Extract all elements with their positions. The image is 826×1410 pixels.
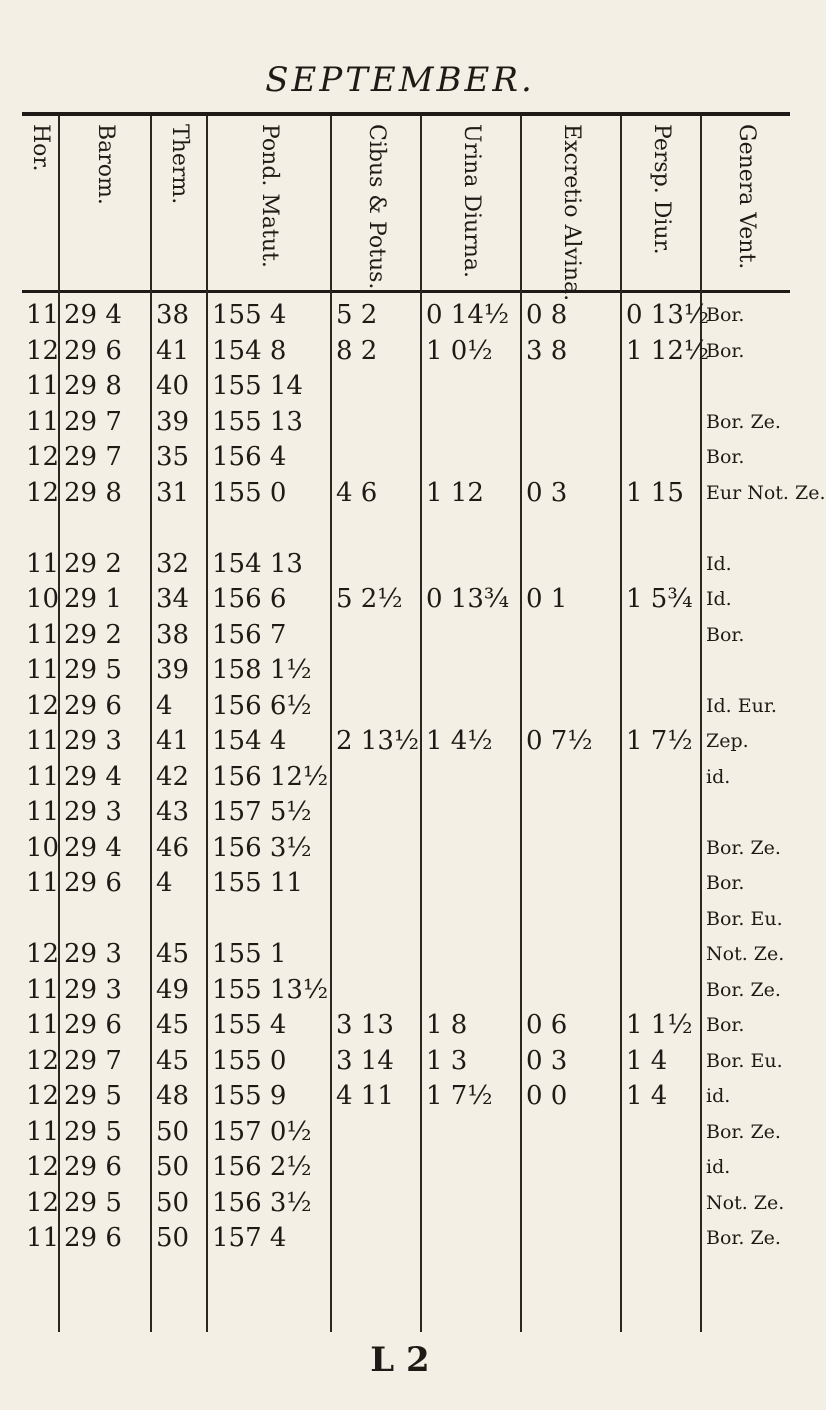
- cell-excretio: 0 1: [526, 584, 568, 614]
- cell-persp: [626, 866, 698, 900]
- cell-barom: 29 5: [64, 1187, 122, 1218]
- table-row: [22, 582, 790, 616]
- cell-excretio: 0 6: [526, 1010, 568, 1040]
- column-header-ventus: [702, 124, 790, 284]
- cell-hor: 11: [26, 761, 60, 792]
- cell-ventus: Bor. Eu.: [706, 907, 783, 930]
- cell-barom: 29 7: [64, 442, 122, 472]
- column-header-label: Hor.: [28, 124, 53, 172]
- column-header-label: Urina Diurna.: [459, 124, 484, 279]
- table-row: [22, 760, 790, 794]
- cell-ventus: Zep.: [706, 730, 749, 752]
- header-rule: [22, 290, 790, 293]
- table-row: [22, 618, 790, 652]
- cell-persp: [626, 1221, 698, 1255]
- cell-urina: 1 8: [426, 1010, 468, 1040]
- cell-therm: 43: [156, 797, 190, 827]
- cell-barom: 29 7: [64, 1045, 122, 1076]
- table-row: [22, 476, 826, 510]
- cell-barom: 29 3: [64, 939, 122, 969]
- cell-pond: 155 9: [212, 1081, 287, 1111]
- cell-therm: 46: [156, 832, 190, 863]
- cell-hor: 11: [26, 300, 60, 330]
- cell-therm: 50: [156, 1152, 190, 1182]
- cell-urina: [426, 866, 518, 900]
- cell-barom: 29 6: [64, 868, 122, 898]
- cell-urina: [426, 795, 518, 829]
- cell-cibus: [336, 1150, 418, 1184]
- cell-urina: [426, 511, 518, 545]
- cell-cibus: 4 6: [336, 477, 378, 508]
- cell-therm: 40: [156, 371, 190, 401]
- cell-hor: 12: [26, 442, 60, 472]
- cell-ventus: Id.: [706, 588, 732, 610]
- cell-persp: [626, 618, 698, 652]
- cell-pond: 157 5½: [212, 797, 312, 827]
- cell-urina: [426, 973, 518, 1007]
- table-row: [22, 937, 790, 971]
- cell-cibus: [336, 902, 418, 936]
- cell-excretio: [526, 1115, 618, 1149]
- cell-persp: 1 15: [626, 477, 684, 508]
- cell-pond: 155 4: [212, 1010, 287, 1040]
- cell-ventus: Bor.: [706, 872, 745, 894]
- cell-barom: 29 6: [64, 335, 122, 366]
- cell-urina: [426, 1186, 518, 1220]
- cell-urina: [426, 902, 518, 936]
- table-row: [22, 298, 790, 332]
- cell-therm: [156, 902, 204, 936]
- cell-therm: 45: [156, 939, 190, 969]
- cell-barom: 29 2: [64, 619, 122, 650]
- cell-persp: [626, 405, 698, 439]
- cell-cibus: [336, 795, 418, 829]
- cell-urina: [426, 618, 518, 652]
- cell-hor: 12: [26, 1045, 60, 1076]
- cell-barom: 29 4: [64, 832, 122, 863]
- cell-persp: [626, 1115, 698, 1149]
- cell-persp: [626, 902, 698, 936]
- column-header-label: Therm.: [167, 124, 192, 205]
- page-footer: L 2: [370, 1340, 430, 1380]
- cell-ventus: Bor. Ze.: [706, 410, 781, 433]
- cell-therm: 49: [156, 974, 190, 1005]
- cell-cibus: 3 14: [336, 1045, 394, 1076]
- cell-ventus: Bor. Ze.: [706, 836, 781, 859]
- cell-barom: 29 1: [64, 584, 122, 614]
- cell-therm: 39: [156, 655, 190, 685]
- cell-pond: 157 4: [212, 1223, 287, 1253]
- cell-cibus: [336, 973, 418, 1007]
- cell-excretio: [526, 689, 618, 723]
- cell-barom: 29 6: [64, 1223, 122, 1253]
- cell-ventus: Bor.: [706, 446, 745, 468]
- cell-urina: [426, 689, 518, 723]
- cell-hor: 11: [26, 1223, 60, 1253]
- cell-urina: 1 7½: [426, 1081, 493, 1111]
- column-header-cibus: [332, 124, 420, 290]
- cell-pond: 154 8: [212, 335, 287, 366]
- cell-pond: 156 2½: [212, 1152, 312, 1182]
- cell-pond: 154 13: [212, 548, 303, 579]
- cell-pond: 156 4: [212, 442, 287, 472]
- cell-hor: [26, 902, 56, 936]
- cell-hor: 11: [26, 726, 60, 756]
- cell-urina: [426, 1150, 518, 1184]
- cell-pond: 157 0½: [212, 1116, 312, 1147]
- cell-cibus: 3 13: [336, 1010, 394, 1040]
- cell-pond: 155 1: [212, 939, 287, 969]
- cell-ventus: [706, 795, 788, 829]
- cell-persp: [626, 511, 698, 545]
- table-row: [22, 547, 790, 581]
- cell-therm: 41: [156, 335, 190, 366]
- cell-cibus: 5 2½: [336, 584, 403, 614]
- cell-barom: 29 6: [64, 1152, 122, 1182]
- cell-persp: 1 4: [626, 1045, 668, 1076]
- cell-pond: 155 11: [212, 868, 303, 898]
- cell-therm: 4: [156, 868, 173, 898]
- cell-persp: 1 12½: [626, 335, 710, 366]
- cell-ventus: Bor.: [706, 1014, 745, 1036]
- cell-ventus: Bor.: [706, 339, 745, 362]
- cell-therm: 38: [156, 300, 190, 330]
- cell-therm: 50: [156, 1116, 190, 1147]
- cell-pond: 155 0: [212, 477, 287, 508]
- table-row: [22, 1115, 790, 1149]
- cell-therm: 4: [156, 690, 173, 721]
- cell-ventus: id.: [706, 1156, 731, 1178]
- cell-urina: [426, 760, 518, 794]
- cell-excretio: [526, 973, 618, 1007]
- cell-persp: [626, 831, 698, 865]
- cell-cibus: [336, 440, 418, 474]
- cell-excretio: [526, 405, 618, 439]
- cell-excretio: [526, 547, 618, 581]
- cell-cibus: [336, 405, 418, 439]
- table-row: [22, 334, 790, 368]
- column-header-label: Pond. Matut.: [257, 124, 282, 268]
- cell-pond: 154 4: [212, 726, 287, 756]
- table-row: [22, 795, 790, 829]
- table-row: [22, 511, 790, 545]
- column-header-label: Barom.: [93, 124, 118, 205]
- cell-hor: 11: [26, 974, 60, 1005]
- cell-barom: 29 2: [64, 548, 122, 579]
- cell-cibus: [336, 1115, 418, 1149]
- cell-therm: 50: [156, 1187, 190, 1218]
- cell-excretio: [526, 866, 618, 900]
- cell-urina: 0 13¾: [426, 584, 510, 614]
- cell-excretio: [526, 511, 618, 545]
- cell-excretio: [526, 937, 618, 971]
- top-rule: [22, 112, 790, 116]
- cell-urina: [426, 369, 518, 403]
- cell-ventus: Not. Ze.: [706, 1191, 785, 1214]
- cell-cibus: [336, 369, 418, 403]
- cell-urina: [426, 937, 518, 971]
- cell-cibus: [336, 937, 418, 971]
- cell-pond: 155 13½: [212, 974, 329, 1005]
- cell-barom: 29 8: [64, 477, 122, 508]
- cell-cibus: [336, 511, 418, 545]
- table-row: [22, 1079, 790, 1113]
- table-row: [22, 973, 790, 1007]
- cell-ventus: Bor. Ze.: [706, 978, 781, 1001]
- cell-excretio: 0 0: [526, 1081, 568, 1111]
- cell-hor: 11: [26, 797, 60, 827]
- cell-therm: 42: [156, 761, 190, 792]
- cell-pond: 155 13: [212, 406, 303, 437]
- column-header-urina: [422, 124, 520, 284]
- cell-cibus: [336, 653, 418, 687]
- column-header-label: Persp. Diur.: [649, 124, 674, 255]
- cell-ventus: [706, 511, 788, 545]
- cell-excretio: 3 8: [526, 335, 568, 366]
- cell-hor: 11: [26, 619, 60, 650]
- cell-barom: 29 3: [64, 797, 122, 827]
- cell-ventus: Bor.: [706, 623, 745, 646]
- cell-cibus: 2 13½: [336, 726, 420, 756]
- cell-urina: [426, 440, 518, 474]
- cell-hor: 11: [26, 655, 60, 685]
- cell-excretio: [526, 831, 618, 865]
- cell-excretio: 0 3: [526, 1045, 568, 1076]
- cell-hor: 12: [26, 477, 60, 508]
- cell-persp: [626, 547, 698, 581]
- cell-hor: 11: [26, 1010, 60, 1040]
- cell-hor: 12: [26, 939, 60, 969]
- table-row: [22, 1221, 790, 1255]
- cell-therm: 45: [156, 1010, 190, 1040]
- cell-cibus: [336, 1221, 418, 1255]
- cell-excretio: [526, 369, 618, 403]
- cell-cibus: [336, 618, 418, 652]
- cell-excretio: [526, 1186, 618, 1220]
- cell-hor: 11: [26, 868, 60, 898]
- cell-pond: 155 0: [212, 1045, 287, 1076]
- cell-ventus: Not. Ze.: [706, 943, 785, 965]
- cell-urina: 1 0½: [426, 335, 493, 366]
- cell-persp: 1 5¾: [626, 584, 693, 614]
- cell-barom: 29 7: [64, 406, 122, 437]
- table-row: [22, 653, 790, 687]
- column-header-therm: [152, 124, 206, 284]
- cell-barom: 29 5: [64, 1081, 122, 1111]
- cell-hor: 10: [26, 584, 60, 614]
- cell-therm: 50: [156, 1223, 190, 1253]
- cell-persp: [626, 973, 698, 1007]
- cell-therm: [156, 511, 204, 545]
- cell-persp: 1 7½: [626, 726, 693, 756]
- cell-pond: [212, 902, 328, 936]
- table-row: [22, 369, 790, 403]
- cell-cibus: [336, 689, 418, 723]
- table-row: [22, 724, 790, 758]
- cell-pond: [212, 511, 328, 545]
- cell-cibus: [336, 547, 418, 581]
- ledger-table: [22, 112, 826, 1332]
- cell-therm: 35: [156, 442, 190, 472]
- cell-pond: 156 6½: [212, 690, 312, 721]
- cell-therm: 31: [156, 477, 190, 508]
- cell-barom: 29 5: [64, 655, 122, 685]
- cell-ventus: id.: [706, 1085, 731, 1107]
- cell-persp: [626, 1150, 698, 1184]
- cell-excretio: 0 7½: [526, 726, 593, 756]
- column-header-excretio: [522, 124, 620, 302]
- cell-hor: 12: [26, 1187, 60, 1218]
- table-row: [22, 866, 790, 900]
- cell-barom: 29 4: [64, 300, 122, 330]
- column-header-barom: [60, 124, 150, 284]
- cell-barom: 29 6: [64, 1010, 122, 1040]
- table-row: [22, 440, 790, 474]
- cell-barom: 29 3: [64, 726, 122, 756]
- cell-persp: 1 1½: [626, 1010, 693, 1040]
- cell-urina: 0 14½: [426, 300, 510, 330]
- table-row: [22, 1150, 790, 1184]
- cell-excretio: 0 3: [526, 477, 568, 508]
- cell-hor: 12: [26, 335, 60, 366]
- cell-excretio: [526, 618, 618, 652]
- cell-hor: 12: [26, 1152, 60, 1182]
- cell-therm: 32: [156, 548, 190, 579]
- cell-excretio: [526, 1221, 618, 1255]
- cell-persp: [626, 689, 698, 723]
- cell-barom: 29 3: [64, 974, 122, 1005]
- column-header-hor: [22, 124, 58, 284]
- cell-hor: 12: [26, 1081, 60, 1111]
- cell-pond: 156 6: [212, 584, 287, 614]
- table-row: [22, 405, 790, 439]
- cell-therm: 45: [156, 1045, 190, 1076]
- cell-urina: [426, 1115, 518, 1149]
- cell-therm: 41: [156, 726, 190, 756]
- cell-hor: 11: [26, 371, 60, 401]
- cell-urina: 1 4½: [426, 726, 493, 756]
- table-row: [22, 1044, 790, 1078]
- cell-persp: [626, 369, 698, 403]
- table-row: [22, 1186, 790, 1220]
- cell-persp: [626, 795, 698, 829]
- column-header-label: Genera Vent.: [734, 124, 759, 270]
- cell-barom: 29 5: [64, 1116, 122, 1147]
- cell-hor: 10: [26, 832, 60, 863]
- cell-ventus: Bor.: [706, 304, 745, 326]
- column-header-pond: [208, 124, 330, 284]
- cell-barom: 29 4: [64, 761, 122, 792]
- table-row: [22, 902, 790, 936]
- cell-persp: [626, 653, 698, 687]
- table-row: [22, 831, 790, 865]
- cell-ventus: id.: [706, 765, 731, 788]
- cell-ventus: Id. Eur.: [706, 694, 777, 717]
- cell-therm: 34: [156, 584, 190, 614]
- cell-persp: 1 4: [626, 1081, 668, 1111]
- cell-cibus: [336, 1186, 418, 1220]
- cell-pond: 156 3½: [212, 832, 312, 863]
- cell-pond: 155 14: [212, 371, 303, 401]
- cell-pond: 156 12½: [212, 761, 329, 792]
- cell-urina: [426, 1221, 518, 1255]
- cell-urina: 1 3: [426, 1045, 468, 1076]
- cell-therm: 39: [156, 406, 190, 437]
- table-row: [22, 689, 790, 723]
- cell-cibus: 5 2: [336, 300, 378, 330]
- cell-excretio: 0 8: [526, 300, 568, 330]
- cell-excretio: [526, 440, 618, 474]
- cell-ventus: [706, 653, 788, 687]
- cell-barom: [64, 511, 148, 545]
- column-header-label: Excretio Alvina.: [559, 124, 584, 302]
- cell-therm: 38: [156, 619, 190, 650]
- cell-cibus: [336, 760, 418, 794]
- cell-barom: [64, 902, 148, 936]
- cell-ventus: Bor. Ze.: [706, 1120, 781, 1143]
- cell-pond: 158 1½: [212, 655, 312, 685]
- cell-persp: [626, 937, 698, 971]
- cell-pond: 156 3½: [212, 1187, 312, 1218]
- cell-excretio: [526, 760, 618, 794]
- cell-hor: 11: [26, 548, 60, 579]
- cell-excretio: [526, 902, 618, 936]
- cell-ventus: Eur Not. Ze.: [706, 481, 826, 504]
- cell-excretio: [526, 1150, 618, 1184]
- cell-urina: [426, 653, 518, 687]
- cell-hor: [26, 511, 56, 545]
- cell-ventus: [706, 369, 788, 403]
- cell-urina: [426, 831, 518, 865]
- cell-persp: 0 13½: [626, 300, 710, 330]
- cell-pond: 155 4: [212, 300, 287, 330]
- cell-hor: 11: [26, 406, 60, 437]
- cell-urina: [426, 547, 518, 581]
- cell-ventus: Bor. Eu.: [706, 1049, 783, 1072]
- cell-excretio: [526, 795, 618, 829]
- cell-cibus: 4 11: [336, 1081, 394, 1111]
- cell-cibus: [336, 866, 418, 900]
- cell-barom: 29 6: [64, 690, 122, 721]
- cell-therm: 48: [156, 1081, 190, 1111]
- cell-cibus: [336, 831, 418, 865]
- page-title: SEPTEMBER.: [265, 60, 535, 100]
- cell-persp: [626, 1186, 698, 1220]
- cell-pond: 156 7: [212, 619, 287, 650]
- column-header-persp: [622, 124, 700, 284]
- column-header-label: Cibus & Potus.: [364, 124, 389, 290]
- cell-ventus: Id.: [706, 552, 732, 575]
- cell-barom: 29 8: [64, 371, 122, 401]
- cell-urina: 1 12: [426, 477, 484, 508]
- cell-hor: 11: [26, 1116, 60, 1147]
- cell-persp: [626, 760, 698, 794]
- cell-cibus: 8 2: [336, 335, 378, 366]
- cell-excretio: [526, 653, 618, 687]
- cell-ventus: Bor. Ze.: [706, 1227, 781, 1249]
- table-row: [22, 1008, 790, 1042]
- cell-persp: [626, 440, 698, 474]
- cell-hor: 12: [26, 690, 60, 721]
- cell-urina: [426, 405, 518, 439]
